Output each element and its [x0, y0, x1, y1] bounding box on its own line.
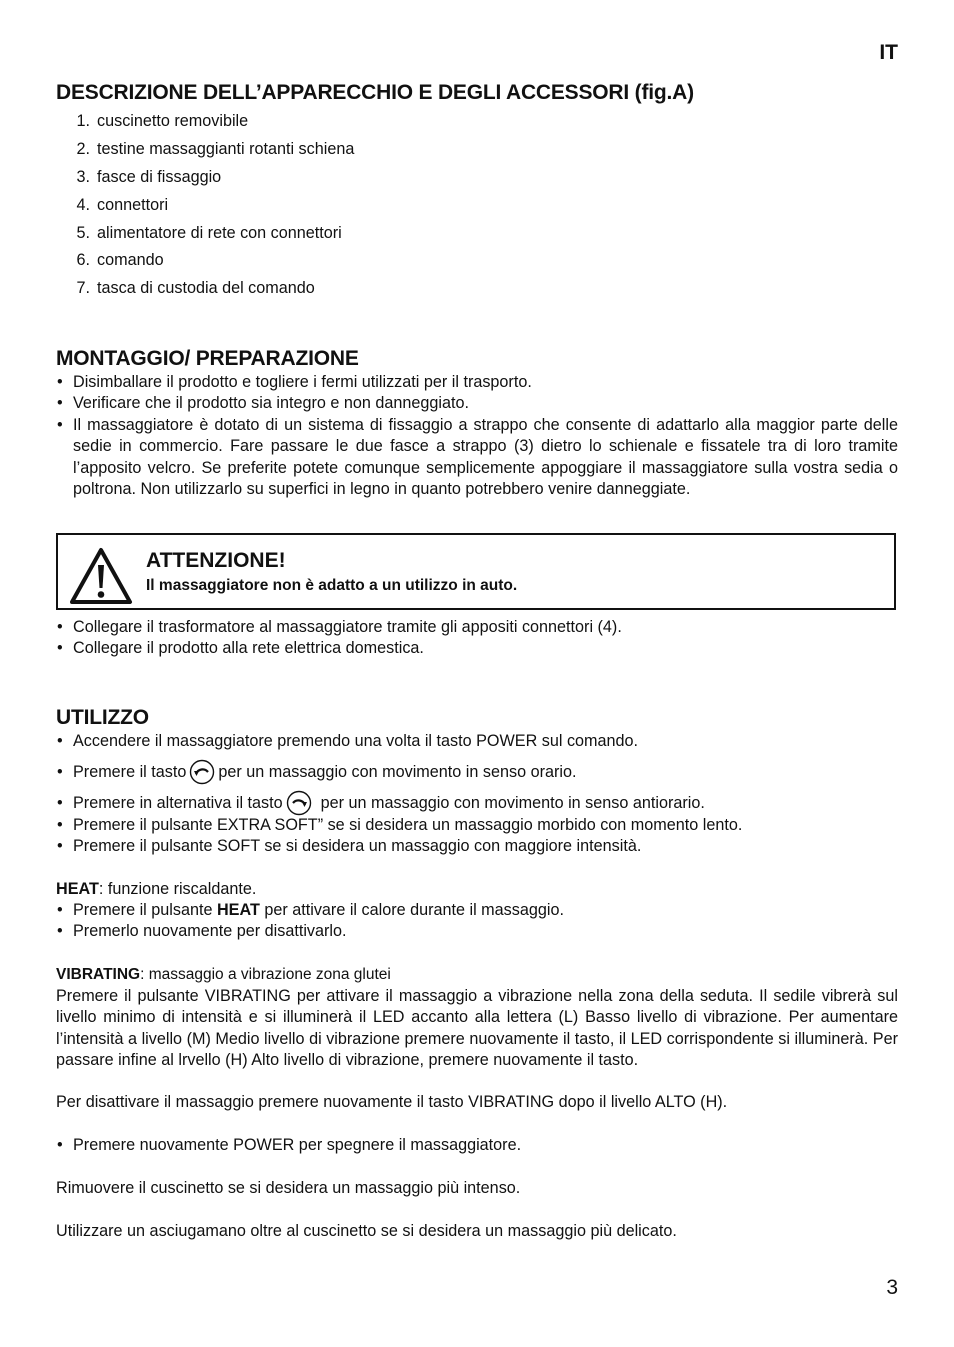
counterclockwise-bullet [56, 793, 898, 814]
list-item [56, 793, 898, 814]
warning-box [56, 533, 896, 610]
list-item [56, 278, 556, 306]
item-number: 6. [76, 251, 90, 270]
montaggio-bullets [56, 372, 898, 500]
list-item: • Disimballare il prodotto e togliere i fermi utilizzati per il trasporto. [56, 372, 898, 393]
utilizzo-title: UTILIZZO [56, 706, 149, 729]
list-item [56, 139, 556, 167]
item-text: connettori [97, 195, 169, 214]
vibrating-label: VIBRATING [56, 966, 141, 983]
warning-triangle-icon [68, 546, 134, 606]
language-code: IT [879, 41, 898, 64]
item-text: comando [97, 251, 164, 270]
list-item: • Premere il pulsante EXTRA SOFT” se si desidera un massaggio morbido con momento lento. [56, 815, 898, 836]
list-item [56, 195, 556, 223]
list-item: • Collegare il trasformatore al massaggiatore tramite gli appositi connettori (4). [56, 617, 898, 638]
warning-title: ATTENZIONE! [146, 549, 286, 572]
heat-label: HEAT [56, 880, 99, 898]
heat-b1-pre: Premere il pulsante [73, 901, 217, 919]
heat-desc: : funzione riscaldante. [98, 880, 257, 898]
item-text: tasca di custodia del comando [97, 279, 315, 298]
towel-text: Utilizzare un asciugamano oltre al cuscinetto se si desidera un massaggio più delicato. [56, 1222, 677, 1240]
component-list [56, 111, 556, 306]
list-item: • Collegare il prodotto alla rete elettrica domestica. [56, 638, 898, 659]
list-item [56, 900, 898, 921]
item-text: testine massaggianti rotanti schiena [97, 139, 355, 158]
item-text: cuscinetto removibile [97, 112, 249, 130]
clockwise-bullet [56, 762, 898, 783]
list-item [56, 762, 898, 783]
list-item [56, 111, 556, 139]
vibrating-heading [56, 964, 391, 985]
list-item [56, 250, 556, 278]
item-text: fasce di fissaggio [97, 167, 222, 186]
item-text: alimentatore di rete con connettori [97, 223, 342, 242]
connect-bullets [56, 617, 898, 660]
list-item [56, 223, 556, 251]
item-number: 7. [76, 279, 90, 298]
montaggio-title: MONTAGGIO/ PREPARAZIONE [56, 347, 359, 370]
clockwise-rotation-icon [189, 759, 215, 785]
list-item: • Premerlo nuovamente per disattivarlo. [56, 921, 898, 942]
remove-cushion-text: Rimuovere il cuscinetto se si desidera un massaggio più intenso. [56, 1179, 521, 1197]
item-number: 4. [76, 195, 90, 214]
power-off-bullet [56, 1135, 898, 1156]
soft-bullets [56, 815, 898, 858]
heat-heading [56, 879, 256, 900]
vibrating-desc: : massaggio a vibrazione zona glutei [140, 966, 391, 983]
description-title: DESCRIZIONE DELL’APPARECCHIO E DEGLI ACCESSORI (fig.A) [56, 81, 694, 104]
heat-b1-bold: HEAT [216, 901, 260, 919]
heat-b1-post: per attivare il calore durante il massaggio. [259, 901, 564, 919]
clockwise-pre: Premere il tasto [73, 763, 187, 781]
vibrating-off-text: Per disattivare il massaggio premere nuovamente il tasto VIBRATING dopo il livello ALTO (H). [56, 1093, 728, 1111]
item-number: 1. [76, 112, 90, 130]
counterclockwise-rotation-icon [286, 790, 312, 816]
list-item: • Premere il pulsante SOFT se si desidera un massaggio con maggiore intensità. [56, 836, 898, 857]
clockwise-post: per un massaggio con movimento in senso orario. [218, 763, 577, 781]
counterclockwise-pre: Premere in alternativa il tasto [73, 794, 283, 812]
list-item: • Accendere il massaggiatore premendo una volta il tasto POWER sul comando. [56, 731, 898, 752]
utilizzo-bullets [56, 731, 898, 752]
item-number: 3. [76, 167, 90, 186]
list-item: • Premere nuovamente POWER per spegnere il massaggiatore. [56, 1135, 898, 1156]
list-item [56, 167, 556, 195]
page-number: 3 [886, 1276, 898, 1299]
list-item: • Il massaggiatore è dotato di un sistema di fissaggio a strappo che consente di adattarlo alla maggior parte delle sedie in commercio. Fare passare le due fasce a strappo (3) dietro lo schienale e fissatele tra di loro tramite l’apposito velcro. Se preferite potete comunque semplicemente appoggiare il massaggiatore sulla vostra sedia o poltrona. Non utilizzarlo su superfici in legno in quanto potrebbero venire danneggiate. [56, 415, 898, 501]
counterclockwise-post: per un massaggio con movimento in senso antiorario. [320, 794, 705, 812]
list-item: • Verificare che il prodotto sia integro e non danneggiato. [56, 393, 898, 414]
item-number: 2. [76, 139, 90, 158]
item-number: 5. [76, 223, 90, 242]
vibrating-paragraph: Premere il pulsante VIBRATING per attivare il massaggio a vibrazione nella zona della seduta. Il sedile vibrerà sul livello minimo di intensità e si illuminerà il LED accanto alla lettera (L) Basso livello di vibrazione. Per aumentare l’intensità a livello (M) Medio livello di vibrazione premere nuovamente il tasto, il LED corrispondente si illuminerà. Per passare infine al lrvello (H) Alto livello di vibrazione, premere nuovamente il tasto. [56, 987, 898, 1070]
heat-bullets [56, 900, 898, 943]
warning-text: Il massaggiatore non è adatto a un utilizzo in auto. [146, 577, 518, 594]
